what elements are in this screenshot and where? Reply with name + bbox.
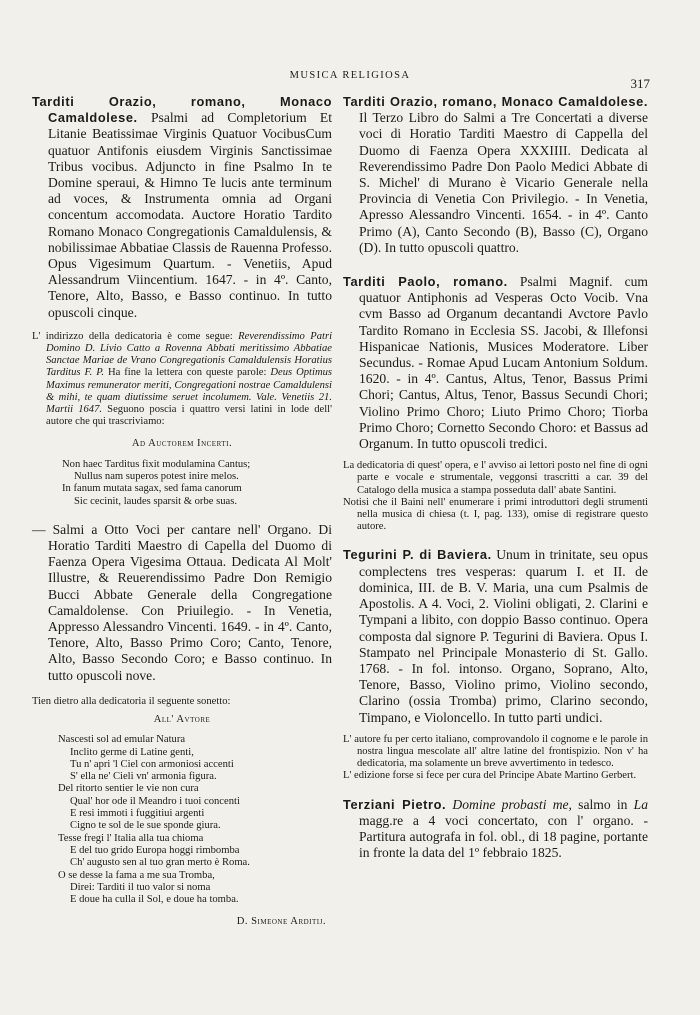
entry-body: Psalmi Magnif. cum quatuor Antiphonis ad Vesperas Octo Vocib. Vna cvm Basso ad Organum decantandi Avctore Pavlo Tardito Romano in Ecclesia SS. Jacobi, & Illefonsi Hispanicae Nationis, Musices Moderatore. Liber Secundus. - Romae Apud Lucam Antonium Soldum. 1620. - in 4º. Cantus, Altus, Tenor, Bassus Primi Chori; Cantus, Altus, Tenor, Bassus Secundi Chori; Violino Primo Choro; Liuto Primo Choro; Tiorba Primo Choro; Cornetto Secondo Choro: et Bassus ad Organum. In tutto opuscoli tredici. (359, 274, 648, 452)
entry-tegurini (343, 547, 648, 725)
entry-tarditi-orazio-psalmi (32, 94, 332, 321)
entry-heading: Terziani Pietro. (343, 796, 447, 812)
sonnet-line: O se desse la fama a me sua Tromba, (58, 869, 215, 881)
sonnet-line: E del tuo grido Europa hoggi rimbomba (70, 844, 240, 856)
verse-line: Non haec Tarditus fixit modulamina Cantus; (62, 458, 251, 470)
entry-body: Psalmi ad Completorium Et Litanie Beatissimae Virginis Quatuor VocibusCum quatuor Antifonis eiusdem Virginis Sanctissimae Tribus vocibus. Adjuncto in fine Psalmo In te Domine speraui, & Himno Te lucis ante terminum ad voces, & Instrumenta omnia ad Organi concentum accomodata. Auctore Horatio Tardito Romano Monaco Congregationis Camaldulensis, & nobilissimae Abbatiae Classis de Rauenna Professo. Opus Vigesimum Quartum. - Venetiis, Apud Alessandrum Viincentium. 1647. - in 4º. Canto, Tenore, Alto, Basso, e Basso continuo. In tutto opuscoli cinque. (48, 110, 332, 320)
entry-tarditi-paolo (343, 274, 648, 452)
entry-body: Il Terzo Libro do Salmi a Tre Concertati a diverse voci di Horatio Tarditi Maestro di Cappella del Duomo di Faenza Opera XXXIIII. Dedicata al Reverendissimo Padre Don Paolo Medici Abbate di S. Michel' di Murano è Vicario Generale nella Provincia di Venetia Con Privilegio. - In Venetia, Apresso Alessandro Vincenti. 1654. - in 4º. Canto Primo (A), Canto Secondo (B), Basso (C), Organo (D). In tutto opuscoli quattro. (359, 110, 648, 255)
entry-body: Unum in trinitate, seu opus complectens tres vesperas: quarum I. et II. de dominica, III. de B. V. Maria, una cum Psalmis de Apostolis. A 4. Voci, 2. Violini obligati, 2. Clarini e Tympani a libito, con doppio Basso continuo. Opera composta dal signore P. Tegurini di Baviera. Opus I. Stampato nel Principale Monasterio di St. Gallo. 1768. - In fol. intonso. Organo, Soprano, Alto, Tenore, Basso, Violino primo, Violino secondo, Clarino (ossia Tromba) primo, Clarino secondo, Timpano, e Violoncello. In tutto parti undici. (359, 547, 648, 725)
sonnet-line: Del ritorto sentier le vie non cura (58, 783, 199, 795)
work-title: Domine probasti me, (452, 796, 572, 812)
sonnet-line: Tesse fregi l' Italia alla tua chioma (58, 832, 204, 844)
sonnet-line: Tu n' apri 'l Ciel con armoniosi accenti (70, 758, 234, 770)
entry-terziani (343, 797, 648, 862)
note-baini: Notisi che il Baini nell' enumerare i primi introduttori degli strumenti nella musica di chiesa (t. I, pag. 133), omise di registrare questo autore. (343, 496, 648, 533)
entry-heading: Tarditi Orazio, romano, Monaco Camaldolese. (343, 94, 648, 109)
latin-verse (32, 459, 332, 508)
sonnet (32, 734, 332, 906)
note-santini-catalogue: La dedicatoria di quest' opera, e l' avviso ai lettori posto nel fine di ogni parte e vocale e strumentale, veggonsi trascritti a car. 39 del Catalogo della musica a stampa posseduta dall' abate Santini. (343, 460, 648, 496)
sonnet-line: Qual' hor ode il Meandro i tuoi concenti (70, 795, 240, 807)
note-sonnet-intro: Tien dietro alla dedicatoria il seguente sonetto: (32, 695, 231, 707)
running-header (0, 70, 700, 90)
verse-line: Nullus nam superos potest inire melos. (74, 470, 239, 482)
entry-body: Salmi a Otto Voci per cantare nell' Organo. Di Horatio Tarditi Maestro di Capella del Duomo di Faenza Opera Vigesima Ottaua. Dedicata Al Molt' Illustre, & Reuerendissimo Padre Don Remigio Bucci Abbate Generale della Congregatione Camaldolense. Con Priuilegio. - In Venetia, Appresso Alessandro Vincenti. 1649. - in 4º. Canto, Tenore, Alto, Basso Primo Coro; Canto, Tenore, Alto, Basso Secondo Coro; e Basso continuo. In tutto opuscoli nove. (48, 521, 332, 683)
entry-heading: Tarditi Paolo, romano. (343, 274, 508, 290)
verse-heading: Ad Auctorem Incerti. (131, 438, 233, 450)
note-text: L' indirizzo della dedicatoria è come segue: (32, 330, 239, 342)
page-number: 317 (630, 76, 650, 91)
note-text: Ha fine la lettera con queste parole: (103, 367, 271, 379)
right-column (343, 94, 648, 861)
entry-salmi-otto-voci (32, 522, 332, 684)
sonnet-line: Ch' augusto sen al tuo gran merto è Roma. (70, 857, 250, 869)
entry-heading: Tarditi Orazio, romano, Monaco Camaldolese. (32, 94, 332, 126)
dash: — (32, 521, 46, 537)
sonnet-heading: All' Avtore (153, 714, 211, 726)
note-gerbert: L' edizione forse si fece per cura del Principe Abate Martino Gerbert. (343, 770, 637, 782)
note-author-italian: L' autore fu per certo italiano, comprovandolo il cognome e le parole in nostra lingua mescolate all' altre latine del frontispizio. Non v' ha dedicatoria, ma solamente un breve avvertimento in tedesco. (343, 733, 648, 770)
sonnet-line: Inclito germe di Latine genti, (70, 746, 194, 758)
entry-tarditi-orazio-terzo-libro (343, 94, 648, 256)
running-title: MUSICA RELIGIOSA (289, 70, 411, 81)
sonnet-line: Cigno te sol de le sue sponde giura. (70, 820, 221, 832)
note-dedication (32, 331, 332, 429)
sonnet-line: E doue ha culla il Sol, e doue ha tomba. (70, 894, 239, 906)
note-quote: Deus Optimus Maximus remunerator meriti, Congregationi nostrae Camaldulensi & mihi, te quam diutissime seruet incolumem. Vale. Venetiis 21. Martii 1647. (46, 367, 333, 416)
sonnet-line: E resi immoti i fuggitiui argenti (70, 808, 205, 820)
entry-heading: Tegurini P. di Baviera. (343, 547, 492, 563)
signature: D. Simeone Arditij. (236, 916, 326, 928)
sonnet-line: S' ella ne' Cieli vn' armonia figura. (70, 771, 217, 783)
verse-line: Sic cecinit, laudes sparsit & orbe suas. (74, 495, 237, 507)
entry-body: salmo in (571, 796, 634, 812)
note-text: Seguono poscia i quattro versi latini in lode dell' autore che qui trascriviamo: (46, 404, 332, 428)
sonnet-line: Nascesti sol ad emular Natura (58, 734, 186, 746)
note-quote: Reverendissimo Patri Domino D. Livio Catto a Rovenna Abbati meritissimo Abbatiae Sanctae Mariae de Vrano Congregationis Camaldulensis Horatius Tarditus F. P. (46, 330, 333, 379)
sonnet-line: Direi: Tarditi il tuo valor si noma (70, 881, 211, 893)
entry-body: magg.re a 4 voci concertato, con l' organo. - Partitura autografa in fol. obl., di 18 pagine, portante in fronte la data del 1º febbraio 1825. (359, 812, 648, 861)
left-column (32, 94, 332, 931)
key-name: La (633, 796, 648, 812)
verse-line: In fanum mutata sagax, sed fama canorum (62, 483, 242, 495)
